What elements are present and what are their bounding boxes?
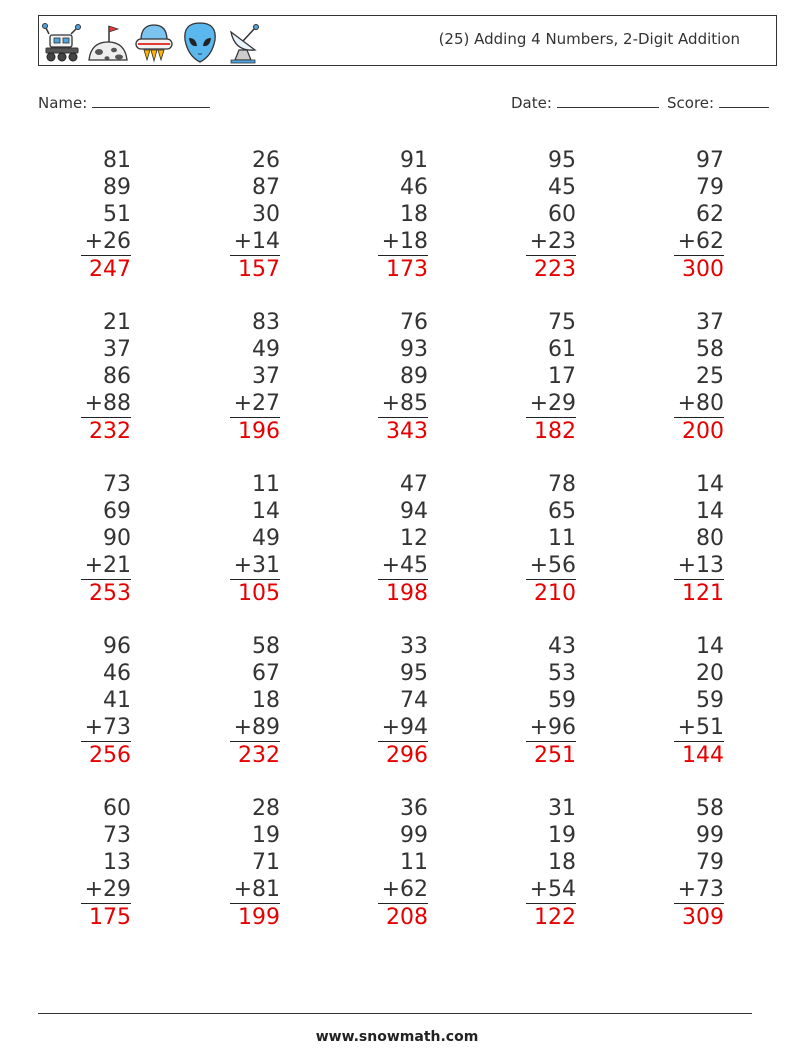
- answer: 251: [534, 743, 576, 768]
- addend: 95: [400, 661, 428, 686]
- addend-with-plus: +81: [233, 877, 280, 902]
- addend: 79: [696, 175, 724, 200]
- addend: 58: [696, 796, 724, 821]
- addend: 13: [103, 850, 131, 875]
- addend: 80: [696, 526, 724, 551]
- addend: 14: [252, 499, 280, 524]
- addition-problem: [210, 795, 280, 931]
- addend-with-plus: +94: [381, 715, 428, 740]
- answer: 199: [238, 905, 280, 930]
- addend-with-plus: +89: [233, 715, 280, 740]
- addition-problem: [358, 795, 428, 931]
- addend: 81: [103, 148, 131, 173]
- addend: 78: [548, 472, 576, 497]
- addition-problem: [654, 147, 724, 283]
- footer-divider: [38, 1013, 752, 1014]
- addend: 30: [252, 202, 280, 227]
- addend: 60: [548, 202, 576, 227]
- addend: 96: [103, 634, 131, 659]
- addend: 11: [252, 472, 280, 497]
- addend: 49: [252, 337, 280, 362]
- addend: 75: [548, 310, 576, 335]
- answer: 196: [238, 419, 280, 444]
- addend-with-plus: +18: [381, 229, 428, 254]
- addition-problem: [654, 471, 724, 607]
- addend: 25: [696, 364, 724, 389]
- addend: 33: [400, 634, 428, 659]
- addend: 73: [103, 472, 131, 497]
- addition-problem: [654, 309, 724, 445]
- addend-with-plus: +88: [84, 391, 131, 416]
- addend-with-plus: +13: [677, 553, 724, 578]
- addition-problem: [654, 633, 724, 769]
- answer: 296: [386, 743, 428, 768]
- addition-problem: [506, 309, 576, 445]
- answer: 232: [238, 743, 280, 768]
- worksheet-title: (25) Adding 4 Numbers, 2-Digit Addition: [438, 30, 740, 48]
- addend: 71: [252, 850, 280, 875]
- answer: 144: [682, 743, 724, 768]
- addend-with-plus: +96: [529, 715, 576, 740]
- addend: 58: [252, 634, 280, 659]
- answer: 121: [682, 581, 724, 606]
- addend: 67: [252, 661, 280, 686]
- addend: 99: [696, 823, 724, 848]
- addend-with-plus: +23: [529, 229, 576, 254]
- answer: 175: [89, 905, 131, 930]
- addend-with-plus: +73: [84, 715, 131, 740]
- addition-problem: [61, 471, 131, 607]
- addend: 28: [252, 796, 280, 821]
- addend: 83: [252, 310, 280, 335]
- addend-with-plus: +45: [381, 553, 428, 578]
- addend: 37: [252, 364, 280, 389]
- addend-with-plus: +51: [677, 715, 724, 740]
- addend: 59: [696, 688, 724, 713]
- addend: 19: [252, 823, 280, 848]
- addend: 74: [400, 688, 428, 713]
- addend: 45: [548, 175, 576, 200]
- addend-with-plus: +27: [233, 391, 280, 416]
- addend-with-plus: +56: [529, 553, 576, 578]
- addend-with-plus: +62: [381, 877, 428, 902]
- answer: 300: [682, 257, 724, 282]
- date-label: Date:: [511, 94, 552, 112]
- addend: 43: [548, 634, 576, 659]
- answer: 198: [386, 581, 428, 606]
- addend-with-plus: +29: [84, 877, 131, 902]
- addition-problem: [358, 633, 428, 769]
- addend: 93: [400, 337, 428, 362]
- footer-site: www.snowmath.com: [315, 1029, 479, 1045]
- addend: 37: [696, 310, 724, 335]
- answer: 210: [534, 581, 576, 606]
- addend: 26: [252, 148, 280, 173]
- addend: 36: [400, 796, 428, 821]
- addend: 59: [548, 688, 576, 713]
- answer: 182: [534, 419, 576, 444]
- addend: 53: [548, 661, 576, 686]
- addend-with-plus: +85: [381, 391, 428, 416]
- addend: 89: [400, 364, 428, 389]
- addition-problem: [61, 633, 131, 769]
- answer: 309: [682, 905, 724, 930]
- name-label: Name:: [38, 94, 88, 112]
- addend: 19: [548, 823, 576, 848]
- addend: 20: [696, 661, 724, 686]
- addition-problem: [210, 147, 280, 283]
- addend-with-plus: +73: [677, 877, 724, 902]
- addend: 18: [252, 688, 280, 713]
- answer: 122: [534, 905, 576, 930]
- addition-problem: [654, 795, 724, 931]
- addend: 91: [400, 148, 428, 173]
- addend-with-plus: +31: [233, 553, 280, 578]
- answer: 343: [386, 419, 428, 444]
- answer: 208: [386, 905, 428, 930]
- addend: 87: [252, 175, 280, 200]
- addition-problem: [61, 147, 131, 283]
- score-label: Score:: [667, 94, 715, 112]
- answer: 256: [89, 743, 131, 768]
- answer: 232: [89, 419, 131, 444]
- addend: 86: [103, 364, 131, 389]
- answer: 173: [386, 257, 428, 282]
- addend: 12: [400, 526, 428, 551]
- addend: 41: [103, 688, 131, 713]
- addition-problem: [506, 795, 576, 931]
- addition-problem: [210, 633, 280, 769]
- addend: 73: [103, 823, 131, 848]
- addition-problem: [506, 147, 576, 283]
- addition-problem: [506, 471, 576, 607]
- addend-with-plus: +54: [529, 877, 576, 902]
- addend-with-plus: +26: [84, 229, 131, 254]
- addend-with-plus: +80: [677, 391, 724, 416]
- addend: 76: [400, 310, 428, 335]
- addend: 95: [548, 148, 576, 173]
- addend: 69: [103, 499, 131, 524]
- addition-problem: [358, 471, 428, 607]
- answer: 200: [682, 419, 724, 444]
- addition-problem: [61, 309, 131, 445]
- addition-problem: [210, 309, 280, 445]
- addition-problem: [61, 795, 131, 931]
- addend: 14: [696, 499, 724, 524]
- addend: 18: [400, 202, 428, 227]
- addend: 60: [103, 796, 131, 821]
- answer: 105: [238, 581, 280, 606]
- addend: 97: [696, 148, 724, 173]
- addend: 47: [400, 472, 428, 497]
- answer: 253: [89, 581, 131, 606]
- addend: 65: [548, 499, 576, 524]
- addition-problem: [210, 471, 280, 607]
- addition-problem: [358, 309, 428, 445]
- addend: 90: [103, 526, 131, 551]
- addend: 61: [548, 337, 576, 362]
- addend: 11: [400, 850, 428, 875]
- addend: 17: [548, 364, 576, 389]
- addend: 58: [696, 337, 724, 362]
- addend: 62: [696, 202, 724, 227]
- addend-with-plus: +14: [233, 229, 280, 254]
- answer: 157: [238, 257, 280, 282]
- addend: 37: [103, 337, 131, 362]
- addend: 51: [103, 202, 131, 227]
- addend-with-plus: +29: [529, 391, 576, 416]
- addend: 11: [548, 526, 576, 551]
- addend: 14: [696, 634, 724, 659]
- answer: 247: [89, 257, 131, 282]
- addition-problem: [506, 633, 576, 769]
- addend: 49: [252, 526, 280, 551]
- addend: 14: [696, 472, 724, 497]
- addend-with-plus: +62: [677, 229, 724, 254]
- addend: 18: [548, 850, 576, 875]
- addend: 46: [400, 175, 428, 200]
- addend: 99: [400, 823, 428, 848]
- addend: 89: [103, 175, 131, 200]
- addend-with-plus: +21: [84, 553, 131, 578]
- addend: 31: [548, 796, 576, 821]
- answer: 223: [534, 257, 576, 282]
- addend: 21: [103, 310, 131, 335]
- addend: 46: [103, 661, 131, 686]
- addition-problem: [358, 147, 428, 283]
- addend: 79: [696, 850, 724, 875]
- addend: 94: [400, 499, 428, 524]
